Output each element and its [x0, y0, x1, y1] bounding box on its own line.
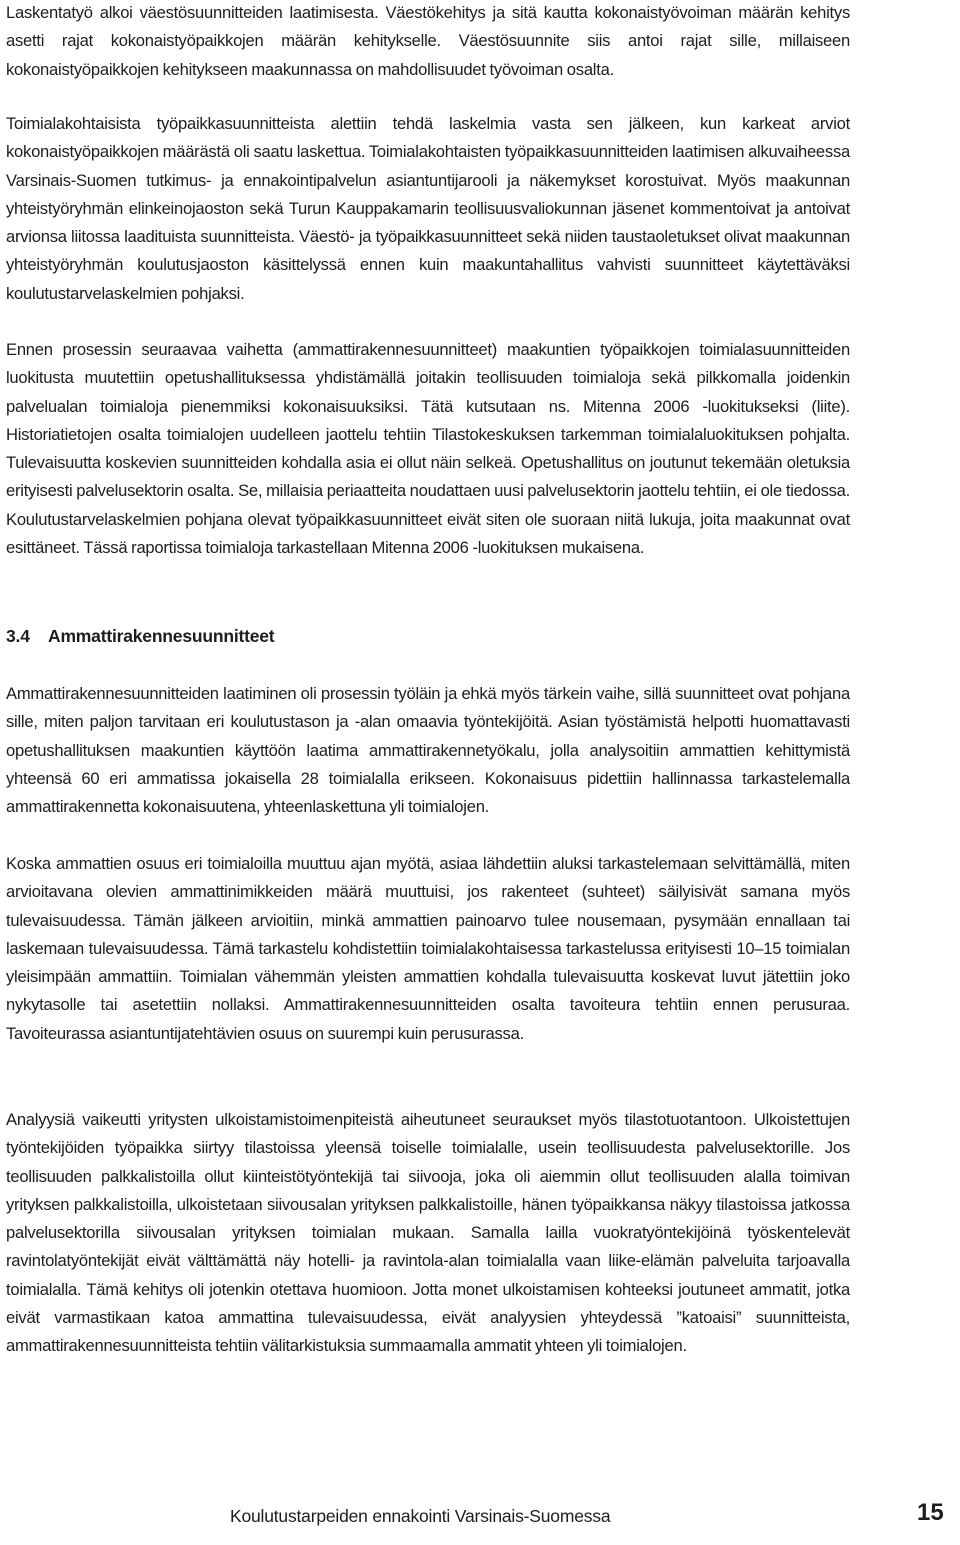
- section-heading: [6, 622, 274, 650]
- page-number: 15: [917, 1499, 944, 1526]
- paragraph-2: Toimialakohtaisista työpaikkasuunnitteista alettiin tehdä laskelmia vasta sen jälkeen, kun karkeat arviot kokonaistyöpaikkojen määrästä oli saatu laskettua. Toimialakohtaisten työpaikkasuunnitteiden laatimisen alkuvaiheessa Varsinais-Suomen tutkimus- ja ennakointipalvelun asiantuntijarooli ja näkemykset korostuivat. Myös maakunnan yhteistyöryhmän elinkeinojaoston sekä Turun Kauppakamarin teollisuusvaliokunnan jäsenet kommentoivat ja antoivat arvionsa liitossa laadituista suunnitteista. Väestö- ja työpaikkasuunnitteet sekä niiden taustaoletukset olivat maakunnan yhteistyöryhmän koulutusjaoston käsittelyssä ennen kuin maakuntahallitus vahvisti suunnitteet käytettäväksi koulutustarvelaskelmien pohjaksi.: [6, 114, 850, 303]
- paragraph-1: Laskentatyö alkoi väestösuunnitteiden laatimisesta. Väestökehitys ja sitä kautta kokonaistyövoiman määrän kehitys asetti rajat kokonaistyöpaikkojen määrän kehitykselle. Väestösuunnite siis antoi rajat sille, millaiseen kokonaistyöpaikkojen kehitykseen maakunnassa on mahdollisuudet työvoiman osalta.: [6, 3, 850, 79]
- paragraph-3: Ennen prosessin seuraavaa vaihetta (ammattirakennesuunnitteet) maakuntien työpaikkojen toimialasuunnitteiden luokitusta muutettiin opetushallituksessa yhdistämällä joitakin teollisuuden toimialoja sekä pilkkomalla joidenkin palvelualan toimialoja pienemmiksi kokonaisuuksiksi. Tätä kutsutaan ns. Mitenna 2006 -luokitukseksi (liite). Historiatietojen osalta toimialojen uudelleen jaottelu tehtiin Tilastokeskuksen tarkemman toimialaluokituksen pohjalta. Tulevaisuutta koskevien suunnitteiden kohdalla asia ei ollut näin selkeä. Opetushallitus on joutunut tekemään oletuksia erityisesti palvelusektorin osalta. Se, millaisia periaatteita noudattaen uusi palvelusektorin jaottelu tehtiin, ei ole tiedossa. Koulutustarvelaskelmien pohjana olevat työpaikkasuunnitteet eivät siten ole suoraan niitä lukuja, joita maakunnat ovat esittäneet. Tässä raportissa toimialoja tarkastellaan Mitenna 2006 -luokituksen mukaisena.: [6, 340, 850, 558]
- section-number: 3.4: [6, 626, 30, 646]
- section-title: Ammattirakennesuunnitteet: [48, 626, 275, 646]
- paragraph-6: Analyysiä vaikeutti yritysten ulkoistamistoimenpiteistä aiheutuneet seuraukset myös tilastotuotantoon. Ulkoistettujen työntekijöiden työpaikka siirtyy tilastoissa yleensä toiselle toimialalle, usein teollisuudesta palvelusektorille. Jos teollisuuden palkkalistoilla ollut kiinteistötyöntekijä tai siivooja, joka oli aiemmin ollut teollisuuden alalla toimivan yrityksen palkkalistoilla, ulkoistetaan siivousalan yrityksen palkkalistoille, hänen työpaikkansa näkyy tilastoissa jatkossa palvelusektorilla siivousalan yrityksen toimialan mukaan. Samalla lailla vuokratyöntekijöinä työskentelevät ravintolatyöntekijät eivät välttämättä näy hotelli- ja ravintola-alan toimialalla vaan liike-elämän palveluita tarjoavalla toimialalla. Tämä kehitys oli jotenkin otettava huomioon. Jotta monet ulkoistamisen kohteeksi joutuneet ammatit, jotka eivät varmastikaan katoa ammattina tulevaisuudessa, eivät analyysien yhteydessä ”katoaisi” suunnitteista, ammattirakennesuunnitteista tehtiin välitarkistuksia summaamalla ammatit yhteen yli toimialojen.: [6, 1110, 850, 1356]
- paragraph-5: Koska ammattien osuus eri toimialoilla muuttuu ajan myötä, asiaa lähdettiin aluksi tarkastelemaan selvittämällä, miten arvioitavana olevien ammattinimikkeiden määrä muuttuisi, jos rakenteet (suhteet) säilyisivät samana myös tulevaisuudessa. Tämän jälkeen arvioitiin, minkä ammattien painoarvo tulee nousemaan, pysymään ennallaan tai laskemaan tulevaisuudessa. Tämä tarkastelu kohdistettiin toimialakohtaisessa tarkastelussa erityisesti 10–15 toimialan yleisimpään ammattiin. Toimialan vähemmän yleisten ammattien kohdalla tulevaisuutta koskevat luvut jätettiin joko nykytasolle tai asetettiin nollaksi. Ammattirakennesuunnitteiden osalta tavoiteura tehtiin ennen perusuraa. Tavoiteurassa asiantuntijatehtävien osuus on suurempi kuin perusurassa.: [6, 854, 850, 1043]
- footer-title: Koulutustarpeiden ennakointi Varsinais-Suomessa: [230, 1506, 611, 1526]
- paragraph-4: Ammattirakennesuunnitteiden laatiminen oli prosessin työläin ja ehkä myös tärkein vaihe, sillä suunnitteet ovat pohjana sille, miten paljon tarvitaan eri koulutustason ja -alan omaavia työntekijöitä. Asian työstämistä helpotti huomattavasti opetushallituksen maakuntien käyttöön laatima ammattirakennetyökalu, jolla analysoitiin ammattien kehittymistä yhteensä 60 eri ammatissa jokaisella 28 toimialalla erikseen. Kokonaisuus pidettiin hallinnassa tarkastelemalla ammattirakennetta kokonaisuutena, yhteenlaskettuna yli toimialojen.: [6, 684, 850, 817]
